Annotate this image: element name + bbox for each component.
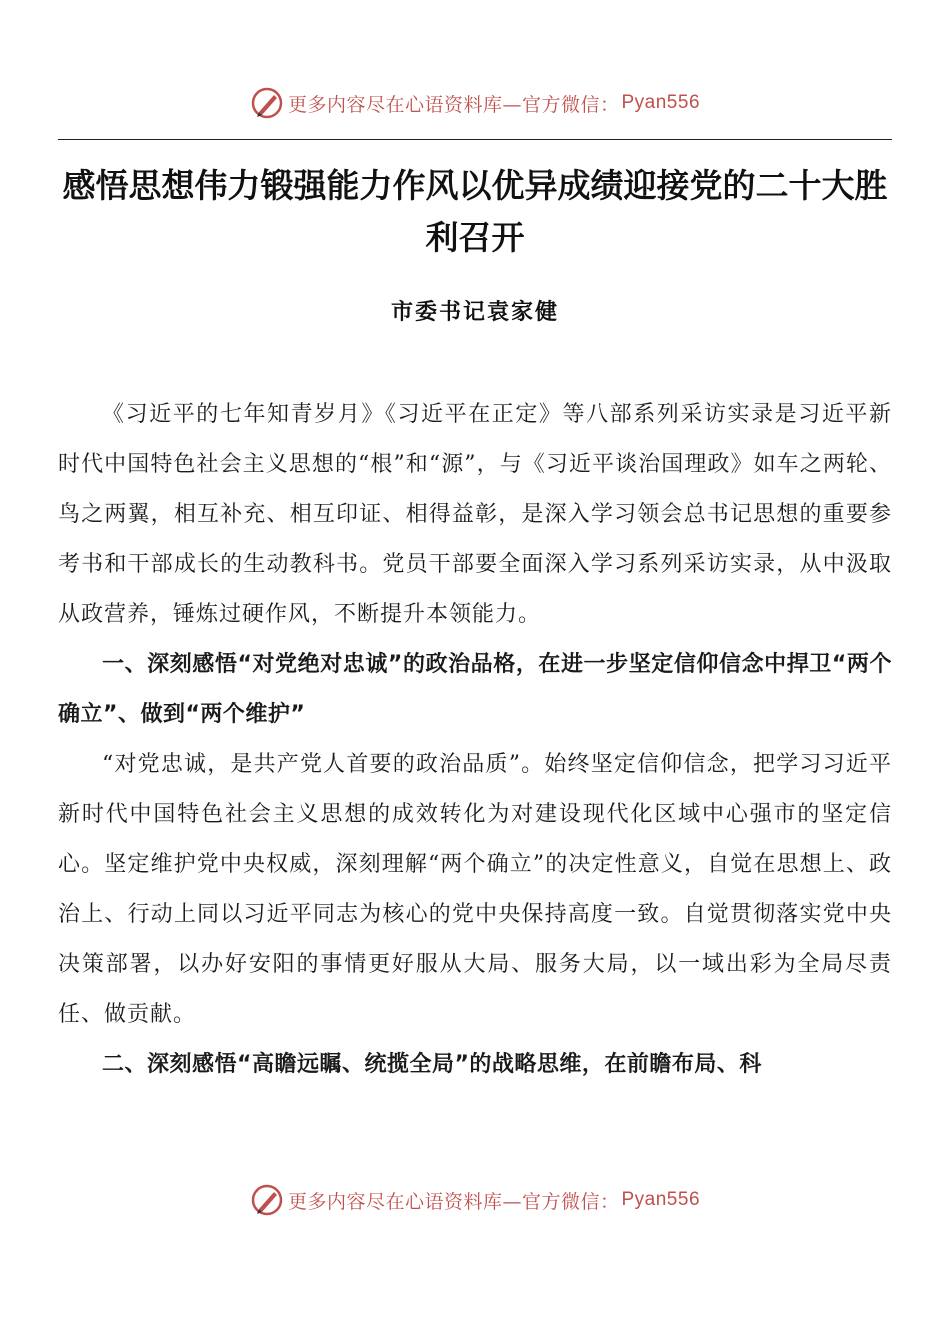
section-heading-2: 二、深刻感悟“高瞻远瞩、统揽全局”的战略思维，在前瞻布局、科 [102,1052,762,1077]
document-title: 感悟思想伟力锻强能力作风以优异成绩迎接党的二十大胜利召开 [62,166,888,257]
watermark-wechat-id: Pyan556 [621,92,701,113]
paragraph-intro: 《习近平的七年知青岁月》《习近平在正定》等八部系列采访实录是习近平新时代中国特色社会主义思想的“根”和“源”，与《习近平谈治国理政》如车之两轮、鸟之两翼，相互补充、相互印证、相得益彰，是深入学习领会总书记思想的重要参考书和干部成长的生动教科书。党员干部要全面深入学习系列采访实录，从中汲取从政营养，锤炼过硬作风，不断提升本领能力。 [58,402,892,627]
watermark-wechat-id: Pyan556 [621,1189,701,1210]
pen-logo-icon [250,1183,284,1217]
header-divider [58,139,892,140]
watermark-text: 更多内容尽在心语资料库—官方微信： [287,1190,620,1213]
document-body [58,390,892,1090]
pen-logo-icon [250,86,284,120]
header-watermark [0,83,950,123]
watermark-text: 更多内容尽在心语资料库—官方微信： [287,93,620,116]
section-heading-1: 一、深刻感悟“对党绝对忠诚”的政治品格，在进一步坚定信仰信念中捍卫“两个确立”、做到“两个维护” [58,652,892,727]
paragraph-section-1: “对党忠诚，是共产党人首要的政治品质”。始终坚定信仰信念，把学习习近平新时代中国特色社会主义思想的成效转化为对建设现代化区域中心强市的坚定信心。坚定维护党中央权威，深刻理解“两个确立”的决定性意义，自觉在思想上、政治上、行动上同以习近平同志为核心的党中央保持高度一致。自觉贯彻落实党中央决策部署，以办好安阳的事情更好服从大局、服务大局，以一域出彩为全局尽责任、做贡献。 [58,752,892,1027]
footer-watermark [0,1180,950,1220]
document-author: 市委书记袁家健 [390,299,559,325]
